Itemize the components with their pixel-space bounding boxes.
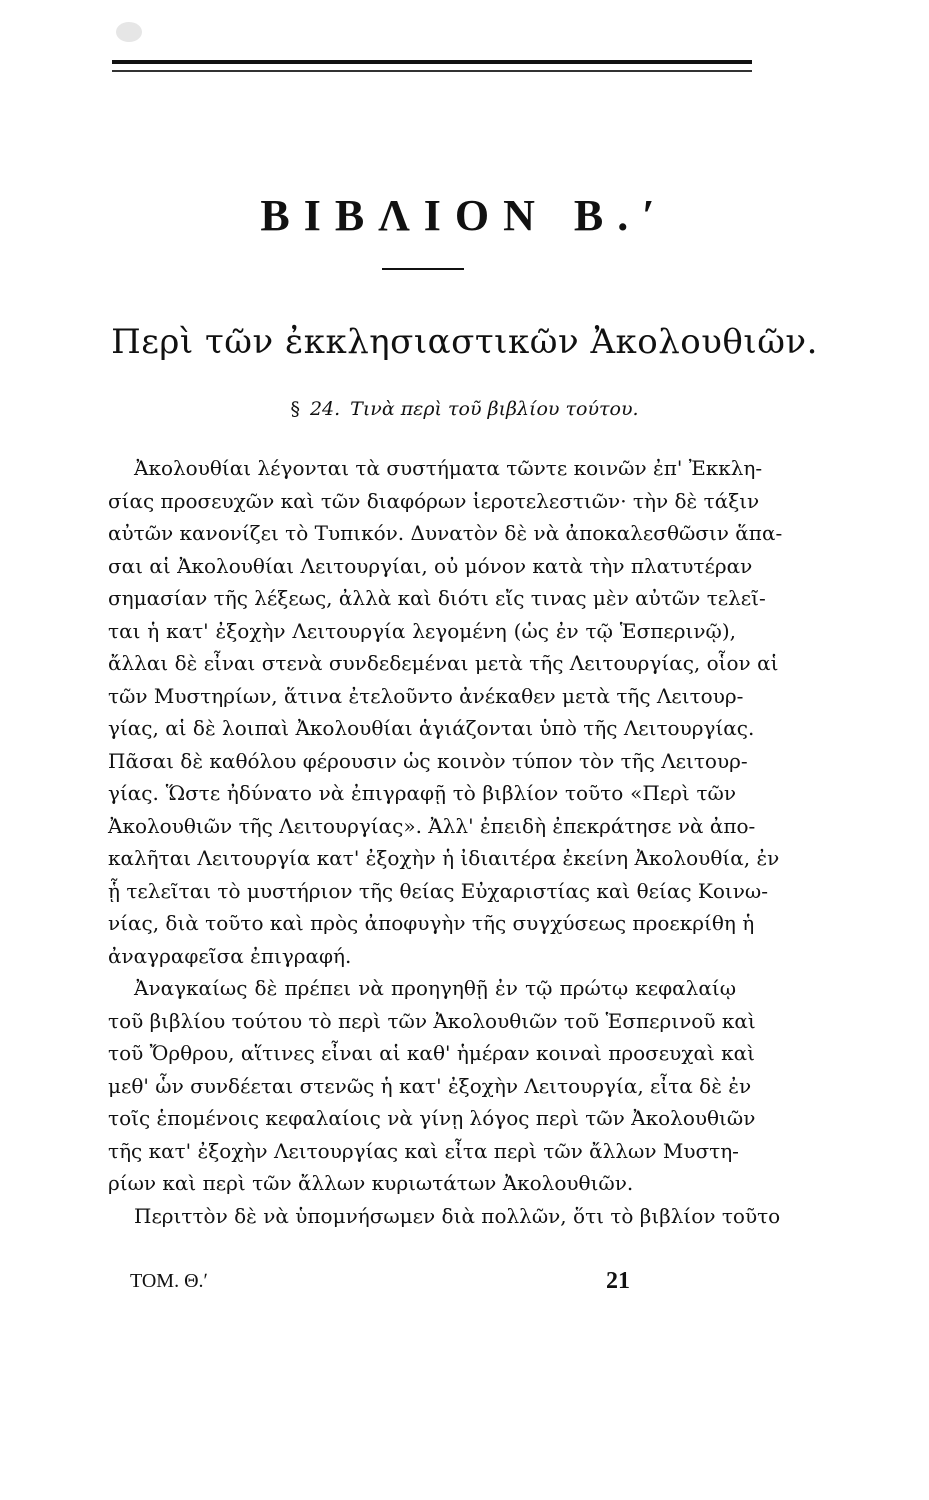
- section-symbol: §: [290, 398, 300, 420]
- text-line: Πᾶσαι δὲ καθόλου φέρουσιν ὡς κοινὸν τύπον τὸν τῆς Λειτουρ-: [108, 748, 748, 773]
- text-line: ᾗ τελεῖται τὸ μυστήριον τῆς θείας Εὐχαριστίας καὶ θείας Κοινω-: [108, 878, 768, 903]
- text-line: τοῦ Ὄρθρου, αἵτινες εἶναι αἱ καθ' ἡμέραν κοιναὶ προσευχαὶ καὶ: [108, 1041, 755, 1065]
- text-line: σημασίαν τῆς λέξεως, ἀλλὰ καὶ διότι εἴς τινας μὲν αὐτῶν τελεῖ-: [108, 586, 766, 610]
- chapter-subject: Περὶ τῶν ἐκκλησιαστικῶν Ἀκολουθιῶν.: [111, 322, 818, 362]
- section-number: 24.: [309, 398, 341, 420]
- text-line: γίας. Ὥστε ἠδύνατο νὰ ἐπιγραφῇ τὸ βιβλίον τοῦτο «Περὶ τῶν: [108, 781, 736, 805]
- top-rule-thin: [112, 70, 752, 72]
- text-line: Περιττὸν δὲ νὰ ὑπομνήσωμεν διὰ πολλῶν, ὅτι τὸ βιβλίον τοῦτο: [134, 1203, 781, 1228]
- text-line: Ἀναγκαίως δὲ πρέπει νὰ προηγηθῇ ἐν τῷ πρώτῳ κεφαλαίῳ: [134, 976, 736, 1000]
- text-line: γίας, αἱ δὲ λοιπαὶ Ἀκολουθίαι ἁγιάζονται ὑπὸ τῆς Λειτουργίας.: [108, 716, 755, 740]
- section-title: Τινὰ περὶ τοῦ βιβλίου τούτου.: [350, 398, 639, 420]
- text-line: σαι αἱ Ἀκολουθίαι Λειτουργίαι, οὐ μόνον κατὰ τὴν πλατυτέραν: [108, 553, 753, 578]
- text-line: αὐτῶν κανονίζει τὸ Τυπικόν. Δυνατὸν δὲ νὰ ἀποκαλεσθῶσιν ἅπα-: [108, 521, 783, 545]
- text-line: τοῖς ἑπομένοις κεφαλαίοις νὰ γίνῃ λόγος περὶ τῶν Ἀκολουθιῶν: [108, 1106, 756, 1130]
- text-line: τοῦ βιβλίου τούτου τὸ περὶ τῶν Ἀκολουθιῶν τοῦ Ἑσπερινοῦ καὶ: [108, 1008, 756, 1033]
- text-line: τῆς κατ' ἐξοχὴν Λειτουργίας καὶ εἶτα περὶ τῶν ἄλλων Μυστη-: [108, 1138, 739, 1163]
- section-heading: [0, 398, 929, 420]
- text-line: ἀναγραφεῖσα ἐπιγραφή.: [108, 943, 352, 968]
- text-line: νίας, διὰ τοῦτο καὶ πρὸς ἀποφυγὴν τῆς συγχύσεως προεκρίθη ἡ: [108, 911, 755, 935]
- text-line: ἄλλαι δὲ εἶναι στενὰ συνδεδεμέναι μετὰ τῆς Λειτουργίας, οἷον αἱ: [108, 651, 779, 675]
- text-line: καλῆται Λειτουργία κατ' ἐξοχὴν ἡ ἰδιαιτέρα ἐκείνη Ἀκολουθία, ἐν: [108, 846, 780, 870]
- volume-label: ΤΟΜ. Θ.ʹ: [130, 1270, 208, 1292]
- text-line: τῶν Μυστηρίων, ἅτινα ἐτελοῦντο ἀνέκαθεν μετὰ τῆς Λειτουρ-: [108, 683, 744, 708]
- text-line: ρίων καὶ περὶ τῶν ἄλλων κυριωτάτων Ἀκολουθιῶν.: [108, 1171, 634, 1195]
- body-text: [108, 452, 783, 1232]
- text-line: Ἀκολουθίαι λέγονται τὰ συστήματα τῶντε κοινῶν ἐπ' Ἐκκλη-: [134, 456, 763, 480]
- book-title: ΒΙΒΛΙΟΝ Β.ʹ: [260, 191, 669, 240]
- text-line: Ἀκολουθιῶν τῆς Λειτουργίας». Ἀλλ' ἐπειδὴ ἐπεκράτησε νὰ ἀπο-: [108, 813, 756, 838]
- ink-smudge: [116, 22, 142, 42]
- page-number: 21: [606, 1268, 630, 1294]
- text-line: μεθ' ὧν συνδέεται στενῶς ἡ κατ' ἐξοχὴν Λειτουργία, εἶτα δὲ ἐν: [108, 1073, 752, 1098]
- text-line: ται ἡ κατ' ἐξοχὴν Λειτουργία λεγομένη (ὡς ἐν τῷ Ἑσπερινῷ),: [108, 618, 736, 643]
- text-line: σίας προσευχῶν καὶ τῶν διαφόρων ἱεροτελεστιῶν· τὴν δὲ τάξιν: [108, 488, 760, 513]
- title-rule: [382, 268, 464, 270]
- top-rule-thick: [112, 60, 752, 64]
